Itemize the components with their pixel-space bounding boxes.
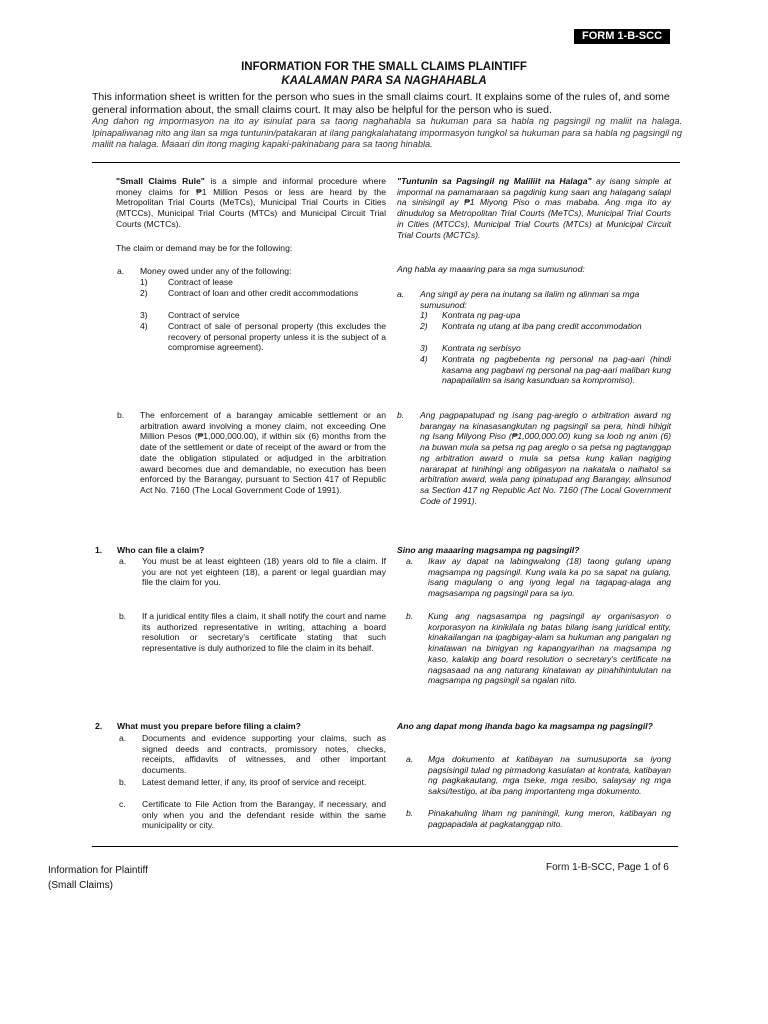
divider: [92, 162, 680, 163]
q2-a-english: Documents and evidence supporting your claims, such as signed deeds and contracts, promissory notes, checks, receipts, affidavits of witnesses, and other important documents.: [142, 733, 386, 776]
list-marker: 1): [140, 277, 148, 287]
question-2-tagalog: Ano ang dapat mong ihanda bago ka magsampa ng pagsingil?: [397, 721, 653, 731]
list-item: Kontrata ng serbisyo: [442, 343, 521, 353]
q2-c-english: Certificate to File Action from the Barangay, if necessary, and only when you and the defendant reside within the same municipality or city.: [142, 799, 386, 831]
rule-term: "Small Claims Rule": [116, 176, 205, 186]
q1-b-tagalog: Kung ang nagsasampa ng pagsingil ay organisasyon o korporasyon na kinikilala ng batas bilang isang juridical entity, kinakailangan na ipagbigay-alam sa hukuman ang pangalan ng kinatawan na binigyan ng kapangyarihan na magsampa ng kaso, kalakip ang board resolution o secretary's certificate na nagsasaad na ang naturang kinatawan ay pinahihintulutan na magsampa ng pagsingil sa ngalan nito.: [428, 611, 671, 686]
q2-b-marker-tagalog: b.: [406, 808, 414, 818]
q1-a-marker-tagalog: a.: [406, 556, 414, 566]
item-a-marker: a.: [117, 266, 125, 276]
page-number: Form 1-B-SCC, Page 1 of 6: [546, 862, 669, 873]
list-marker: 2): [420, 321, 428, 331]
q2-a-marker: a.: [119, 733, 127, 743]
q2-a-tagalog: Mga dokumento at katibayan na sumusuporta sa iyong pagsisingil tulad ng pirmadong kasulatan at kontrata, katibayan ng pagkakautang, mga tseke, mga resibo, salaysay ng mga saksi/testigo, at iba pang importanteng mga dokumento.: [428, 754, 671, 797]
question-2-english: What must you prepare before filing a claim?: [117, 721, 301, 731]
q2-b-tagalog: Pinakahuling liham ng paniningil, kung meron, katibayan ng pagpapadala at pagkatanggap nito.: [428, 808, 671, 829]
item-b-tagalog: Ang pagpapatupad ng isang pag-areglo o arbitration award ng barangay na kinasasangkutan ng pagsingil sa pera, hindi hihigit ng Isang Milyong Piso (₱1,000,000.00) kung sa loob ng anim (6) na buwan mula sa petsa ng pag areglo o sa petsa ng pagtanggap ng arbitration award o mula sa petsa kung kalian nagiging nararapat at hinihingi ang obligasyon na nakatala o naihatol sa arbitration award, wala pang ipinatupad ang Barangay, alinsunod sa Section 417 ng Republic Act No. 7160 (The Local Government Code of 1991).: [420, 410, 671, 506]
list-marker: 3): [420, 343, 428, 353]
q1-b-marker: b.: [119, 611, 127, 621]
list-item: Contract of loan and other credit accommodations: [168, 288, 359, 298]
q1-a-marker: a.: [119, 556, 127, 566]
intro-english: This information sheet is written for the person who sues in the small claims court. It explains some of the rules of, and some general information about, the small claims court. It may also be helpful for the person who is sued.: [92, 91, 670, 116]
list-item: Kontrata ng pagbebenta ng personal na pag-aari (hindi kasama ang pagbawi ng personal na pag-aari maliban kung napapailalim sa isang kasunduan sa kompromiso).: [442, 354, 671, 386]
q1-b-marker-tagalog: b.: [406, 611, 414, 621]
question-1-english: Who can file a claim?: [117, 545, 205, 555]
question-1-number: 1.: [95, 545, 103, 555]
item-b-marker: b.: [117, 410, 125, 420]
footer-subtitle: (Small Claims): [48, 880, 113, 891]
claim-intro-english: The claim or demand may be for the following:: [116, 243, 293, 253]
item-a-lead: Money owed under any of the following:: [140, 266, 292, 276]
q1-b-english: If a juridical entity files a claim, it shall notify the court and name its authorized representative in writing, attaching a board resolution or secretary's certificate stating that such representative is duly authorized to file the claim in its behalf.: [142, 611, 386, 654]
item-a-lead-tagalog: Ang singil ay pera na inutang sa ilalim ng alinman sa mga sumusunod:: [420, 289, 640, 310]
question-2-number: 2.: [95, 721, 103, 731]
rule-definition-english: [116, 176, 386, 230]
item-b-marker-tagalog: b.: [397, 410, 405, 420]
footer-title: Information for Plaintiff: [48, 865, 148, 876]
list-item: Kontrata ng utang at iba pang credit accommodation: [442, 321, 642, 331]
list-item: Contract of service: [168, 310, 240, 320]
rule-definition-tagalog: [397, 176, 671, 240]
footer-divider: [92, 846, 678, 847]
item-b-english: The enforcement of a barangay amicable settlement or an arbitration award involving a money claim, not exceeding One Million Pesos (₱1,000,000.00), if within six (6) months from the date of the settlement or date of receipt of the award or from the date the obligation stipulated or adjudged in the arbitration award becomes due and demandable, no execution has been enforced by the Barangay, pursuant to Section 417 of Republic Act No. 7160 (The Local Government Code of 1991).: [140, 410, 386, 495]
q1-a-english: You must be at least eighteen (18) years old to file a claim. If you are not yet eighteen (18), a parent or legal guardian may file the claim for you.: [142, 556, 386, 588]
form-number-badge: FORM 1-B-SCC: [574, 29, 670, 44]
rule-text-tagalog: ay isang simple at impormal na pamamaraan sa pagdinig kung saan ang halagang salapi na sinisingil ay ₱1 Miyong Piso o mas mababa. Ang mga ito ay dinudulog sa Metropolitan Trial Courts (MeTCs), Municipal Trial Courts in Cities (MTCCs), Municipal Trial Courts (MTCs) at Municipal Circuit Trial Courts (MCTCs).: [397, 176, 671, 240]
question-1-tagalog: Sino ang maaaring magsampa ng pagsingil?: [397, 545, 580, 555]
q2-c-marker: c.: [119, 799, 126, 809]
list-item: Contract of lease: [168, 277, 233, 287]
q2-b-english: Latest demand letter, if any, its proof of service and receipt.: [142, 777, 367, 787]
page-title: INFORMATION FOR THE SMALL CLAIMS PLAINTIFF: [241, 61, 527, 73]
list-marker: 4): [140, 321, 148, 331]
list-marker: 3): [140, 310, 148, 320]
claim-intro-tagalog: Ang habla ay maaaring para sa mga sumusunod:: [397, 264, 585, 274]
page-title-tagalog: KAALAMAN PARA SA NAGHAHABLA: [281, 75, 487, 87]
q2-b-marker: b.: [119, 777, 127, 787]
list-marker: 2): [140, 288, 148, 298]
list-item: Contract of sale of personal property (this excludes the recovery of personal property unless it is the subject of a compromise agreement).: [168, 321, 386, 353]
list-marker: 4): [420, 354, 428, 364]
intro-tagalog: Ang dahon ng impormasyon na ito ay isinulat para sa taong naghahabla sa hukuman para sa habla ng pagsingil ng maliit na halaga. Ipinapaliwanag nito ang ilan sa mga tuntunin/patakaran at ilang pangkalahatang impormasyon tungkol sa hukuman para sa habla ng pagsingil ng maliit na halaga. Maaari din itong maging kapaki-pakinabang para sa taong hinabla.: [92, 116, 682, 149]
rule-term-tagalog: "Tuntunin sa Pagsingil ng Maliliit na Halaga": [397, 176, 592, 186]
rule-text: is a simple and informal procedure where money claims for ₱1 Million Pesos or less are heard by the Metropolitan Trial Courts (MeTCs), Municipal Trial Courts in Cities (MTCCs), Municipal Trial Courts (MTCs) and Municipal Circuit Trial Courts (MCTCs).: [116, 176, 387, 229]
q1-a-tagalog: Ikaw ay dapat na labingwalong (18) taong gulang upang magsampa ng pagsingil. Kung wala ka po sa sapat na gulang, isang magulang o ang iyong legal na tagapag-alaga ang magsasampa ng pagsingil para sa iyo.: [428, 556, 671, 599]
list-marker: 1): [420, 310, 428, 320]
item-a-marker-tagalog: a.: [397, 289, 405, 299]
list-item: Kontrata ng pag-upa: [442, 310, 521, 320]
q2-a-marker-tagalog: a.: [406, 754, 414, 764]
